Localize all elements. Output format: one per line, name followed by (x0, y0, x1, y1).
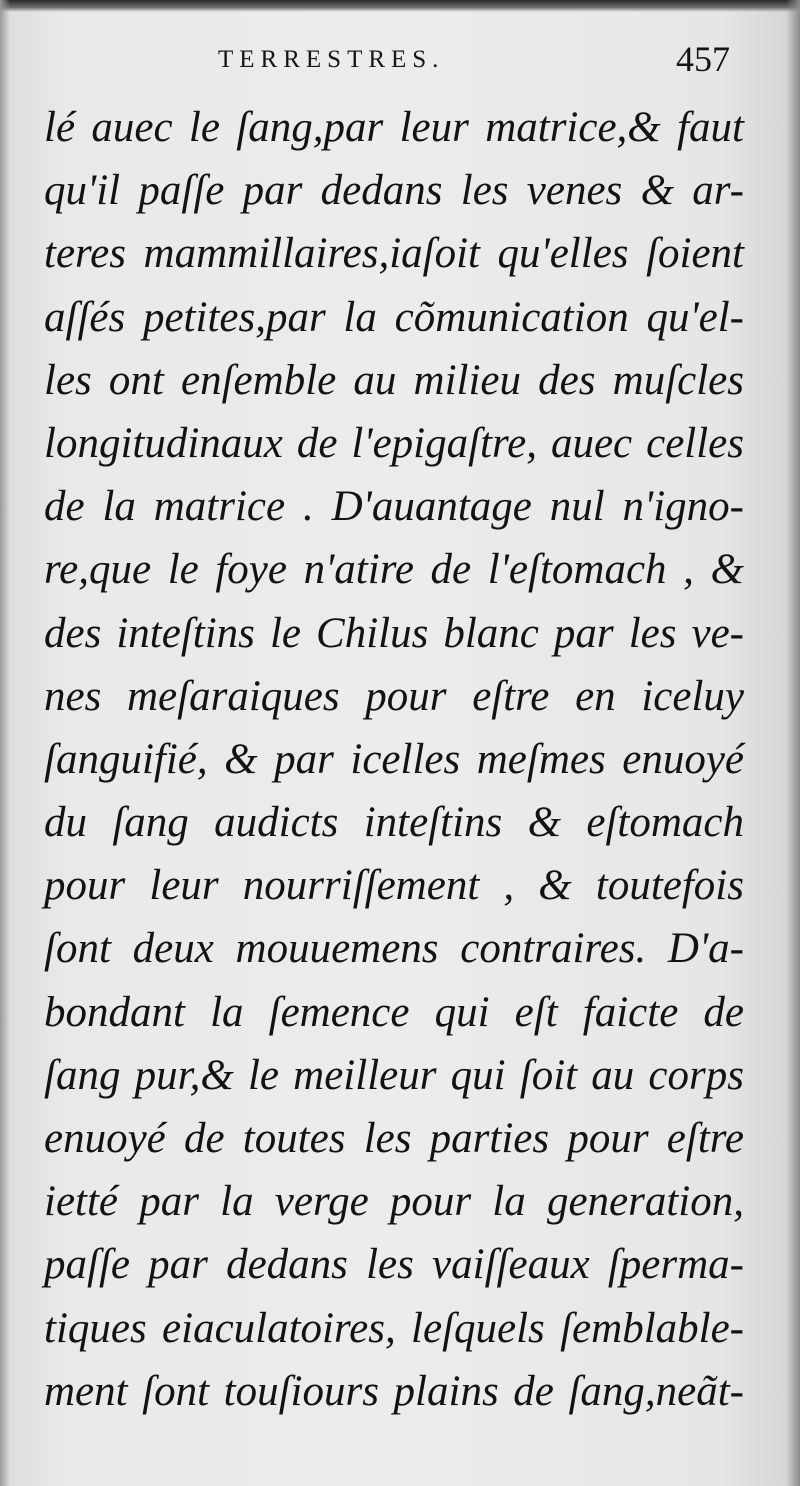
text-line: ſang pur,& le meilleur qui ſoit au corps (44, 1051, 744, 1099)
text-line: ment ſont touſiours plains de ſang,neãt- (44, 1367, 744, 1415)
page-gutter-shadow (0, 0, 10, 1486)
text-line: teres mammillaires,iaſoit qu'elles ſoient (44, 230, 744, 278)
text-line: re,que le foye n'atire de l'eſtomach , & (44, 546, 744, 594)
text-line: ſanguifié, & par icelles meſmes enuoyé (44, 735, 744, 783)
text-line: lé auec le ſang,par leur matrice,& faut (44, 104, 744, 151)
text-line: du ſang audicts inteſtins & eſtomach (44, 799, 744, 847)
text-line: qu'il paſſe par dedans les venes & ar- (44, 167, 744, 215)
text-line: ietté par la verge pour la generation, (44, 1178, 744, 1226)
text-line: pour leur nourriſſement , & toutefois (44, 862, 744, 910)
text-line: aſſés petites,par la cõmunication qu'el- (44, 293, 744, 341)
text-line: enuoyé de toutes les parties pour eſtre (44, 1115, 744, 1162)
page-number: 457 (676, 39, 730, 79)
text-line: ſont deux mouuemens contraires. D'a- (44, 925, 744, 973)
text-line: bondant la ſemence qui eſt faicte de (44, 988, 744, 1036)
text-line: longitudinaux de l'epigaſtre, auec celles (44, 419, 744, 467)
text-line: de la matrice . D'auantage nul n'igno- (44, 483, 744, 531)
page-top-edge-shadow (0, 0, 800, 12)
page-right-edge-shadow (786, 0, 800, 1486)
text-line: paſſe par dedans les vaiſſeaux ſperma- (44, 1241, 744, 1289)
text-line: les ont enſemble au milieu des muſcles (44, 356, 744, 404)
text-line: nes meſaraiques pour eſtre en iceluy (44, 672, 744, 720)
running-head: TERRESTRES. (218, 46, 445, 73)
text-line: tiques eiaculatoires, leſquels ſemblable- (44, 1304, 744, 1352)
body-text (44, 96, 744, 1423)
text-line: des inteſtins le Chilus blanc par les ve- (44, 609, 744, 657)
